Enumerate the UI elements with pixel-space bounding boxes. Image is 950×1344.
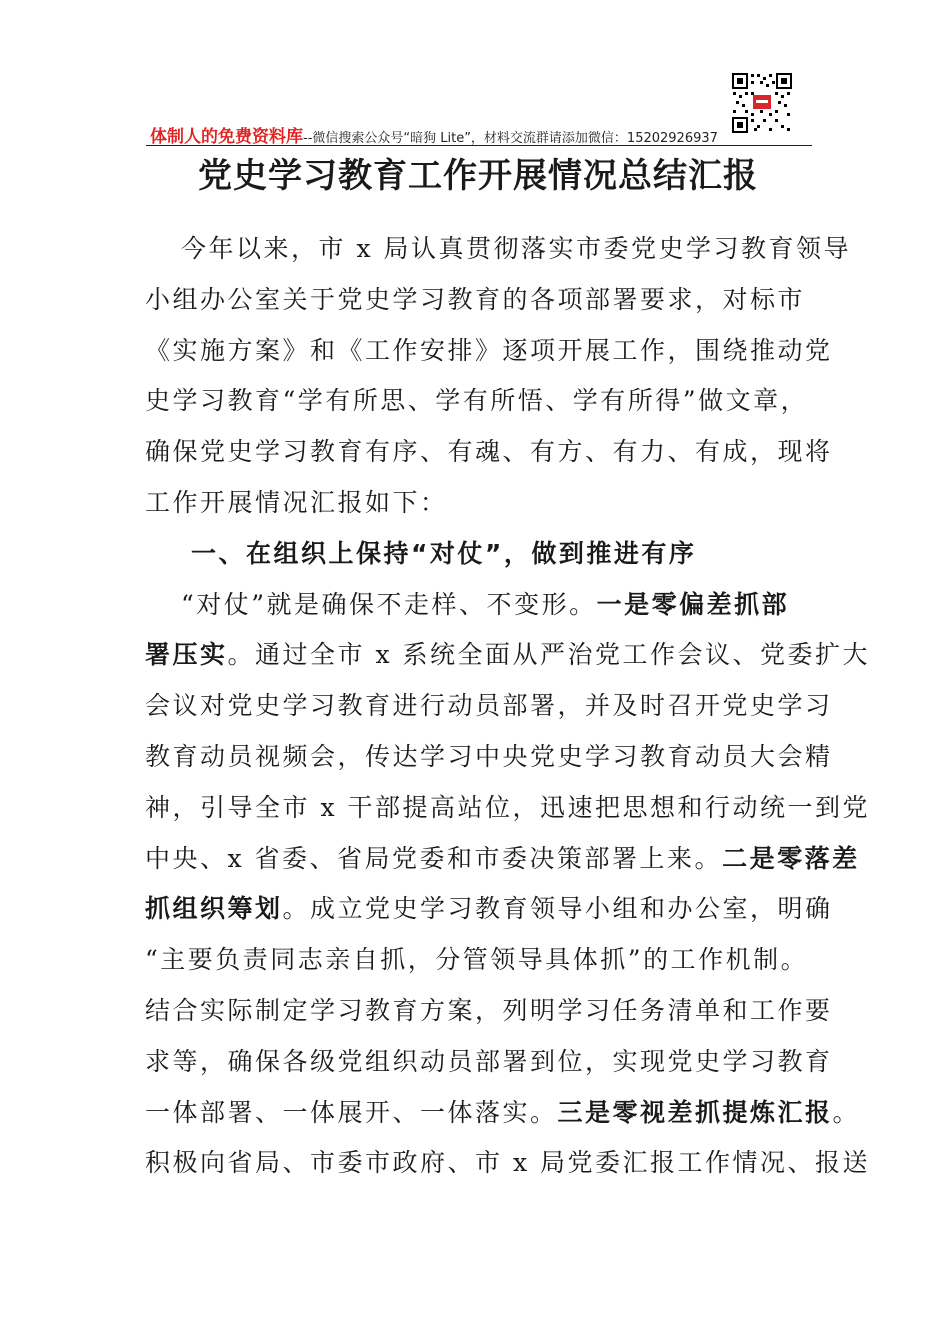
- paragraph-line: 中央、x 省委、省局党委和市委决策部署上来。二是零落差: [145, 843, 860, 873]
- paragraph-line: 抓组织筹划。成立党史学习教育领导小组和办公室，明确: [145, 894, 833, 924]
- header-note: --微信搜索公众号“暗狗 Lite”，材料交流群请添加微信：15202926937: [303, 131, 718, 146]
- emphasis: 三是零视差抓提炼汇报: [557, 1097, 833, 1127]
- paragraph-line: 史学习教育“学有所思、学有所悟、学有所得”做文章，: [145, 386, 809, 416]
- paragraph-line: 会议对党史学习教育进行动员部署，并及时召开党史学习: [145, 691, 833, 721]
- paragraph-line: 积极向省局、市委市政府、市 x 局党委汇报工作情况、报送: [145, 1148, 870, 1178]
- emphasis: 一是零偏差抓部: [596, 589, 790, 619]
- document-title: 党史学习教育工作开展情况总结汇报: [198, 156, 758, 196]
- paragraph-line: 《实施方案》和《工作安排》逐项开展工作，围绕推动党: [145, 335, 833, 365]
- header-divider: [146, 145, 812, 146]
- emphasis: 抓组织筹划: [145, 894, 283, 924]
- section-heading: 一、在组织上保持“对仗”，做到推进有序: [191, 538, 697, 568]
- paragraph-line: “主要负责同志亲自抓，分管领导具体抓”的工作机制。: [145, 945, 809, 975]
- paragraph-line: 结合实际制定学习教育方案，列明学习任务清单和工作要: [145, 995, 833, 1025]
- paragraph-line: 小组办公室关于党史学习教育的各项部署要求，对标市: [145, 284, 806, 314]
- paragraph-line: “对仗”就是确保不走样、不变形。一是零偏差抓部: [181, 589, 790, 619]
- emphasis: 二是零落差: [722, 843, 860, 873]
- paragraph-line: 一体部署、一体展开、一体落实。三是零视差抓提炼汇报。: [145, 1097, 861, 1127]
- document-body: [145, 224, 871, 1189]
- paragraph-line: 神，引导全市 x 干部提高站位，迅速把思想和行动统一到党: [145, 792, 870, 822]
- paragraph-line: 署压实。通过全市 x 系统全面从严治党工作会议、党委扩大: [145, 640, 871, 670]
- paragraph-line: 确保党史学习教育有序、有魂、有方、有力、有成，现将: [145, 437, 833, 467]
- header-brand: 体制人的免费资料库: [150, 127, 303, 147]
- paragraph-line: 求等，确保各级党组织动员部署到位，实现党史学习教育: [145, 1046, 833, 1076]
- paragraph-line: 工作开展情况汇报如下：: [145, 487, 448, 517]
- paragraph-line: 今年以来，市 x 局认真贯彻落实市委党史学习教育领导: [181, 234, 851, 263]
- header-bar: [150, 122, 810, 147]
- paragraph-line: 教育动员视频会，传达学习中央党史学习教育动员大会精: [145, 741, 833, 771]
- emphasis: 署压实: [145, 640, 228, 670]
